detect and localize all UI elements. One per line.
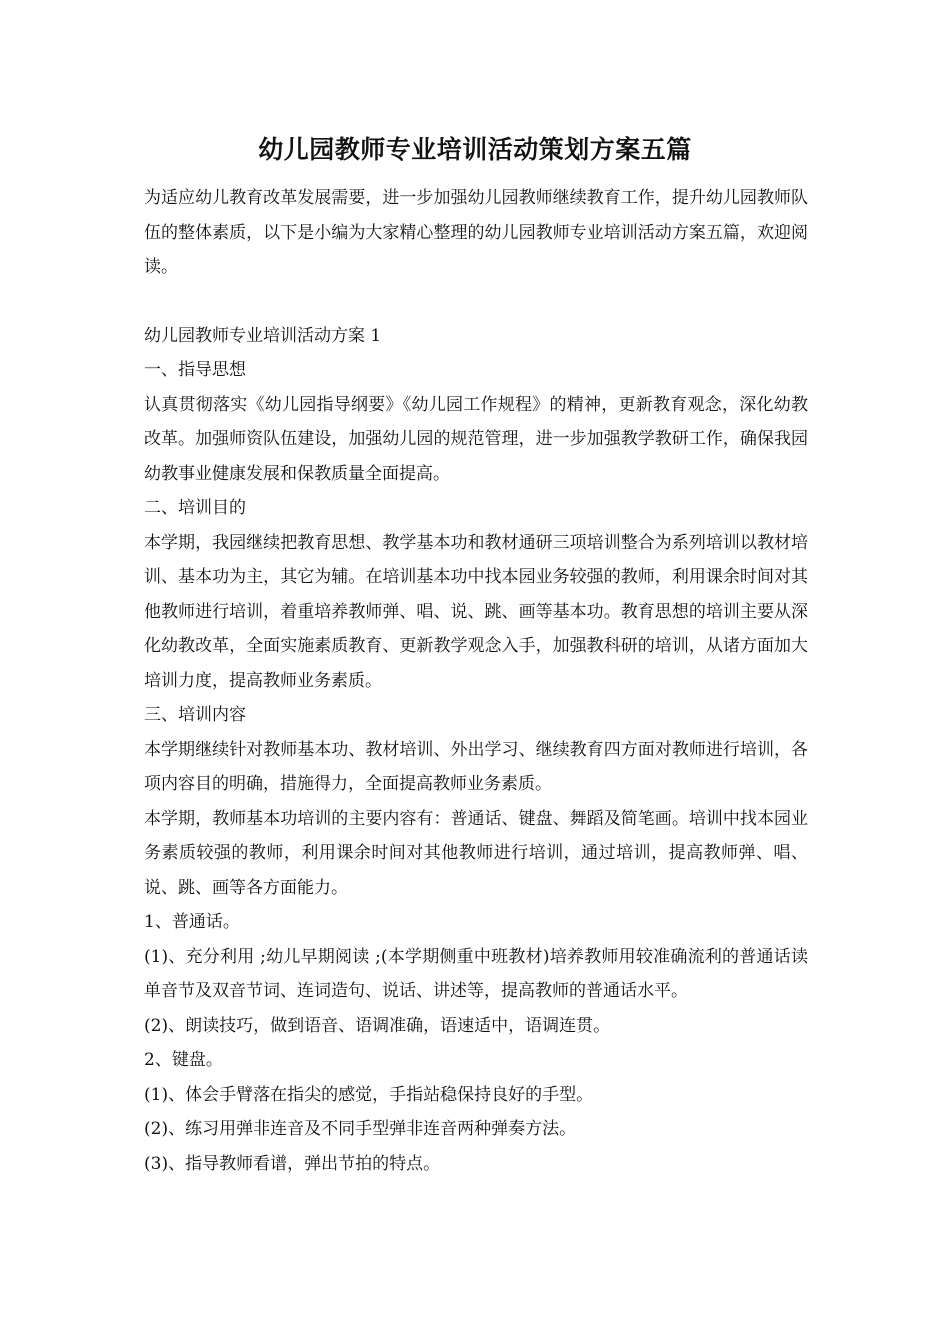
list-item: (2)、朗读技巧，做到语音、语调准确，语速适中，语调连贯。	[144, 1015, 611, 1036]
document-body	[144, 181, 808, 1181]
document-title: 幼儿园教师专业培训活动策划方案五篇	[258, 135, 692, 164]
paragraph: 认真贯彻落实《幼儿园指导纲要》《幼儿园工作规程》的精神，更新教育观念，深化幼教改革。加强师资队伍建设，加强幼儿园的规范管理，进一步加强教学教研工作，确保我园幼教事业健康发展和保教质量全面提高。	[144, 394, 808, 484]
subheading: 二、培训目的	[144, 498, 246, 518]
list-item: (1)、充分利用 ;幼儿早期阅读 ;(本学期侧重中班教材)培养教师用较准确流利的普通话读单音节及双音节词、连词造句、说话、讲述等，提高教师的普通话水平。	[144, 946, 808, 1001]
list-heading: 1、普通话。	[144, 912, 240, 932]
list-item: (1)、体会手臂落在指尖的感觉，手指站稳保持良好的手型。	[144, 1084, 594, 1105]
section-heading: 幼儿园教师专业培训活动方案 1	[144, 325, 382, 346]
paragraph: 本学期，教师基本功培训的主要内容有：普通话、键盘、舞蹈及简笔画。培训中找本园业务素质较强的教师，利用课余时间对其他教师进行培训，通过培训，提高教师弹、唱、说、跳、画等各方面能力。	[144, 808, 808, 898]
list-heading: 2、键盘。	[144, 1050, 223, 1070]
paragraph: 本学期，我园继续把教育思想、教学基本功和教材通研三项培训整合为系列培训以教材培训、基本功为主，其它为辅。在培训基本功中找本园业务较强的教师，利用课余时间对其他教师进行培训，着重培养教师弹、唱、说、跳、画等基本功。教育思想的培训主要从深化幼教改革，全面实施素质教育、更新教学观念入手，加强教科研的培训，从诸方面加大培训力度，提高教师业务素质。	[144, 532, 808, 691]
intro-paragraph: 为适应幼儿教育改革发展需要，进一步加强幼儿园教师继续教育工作，提升幼儿园教师队伍的整体素质，以下是小编为大家精心整理的幼儿园教师专业培训活动方案五篇，欢迎阅读。	[144, 188, 808, 277]
subheading: 一、指导思想	[144, 360, 246, 380]
subheading: 三、培训内容	[144, 705, 246, 725]
paragraph: 本学期继续针对教师基本功、教材培训、外出学习、继续教育四方面对教师进行培训，各项内容目的明确，措施得力，全面提高教师业务素质。	[144, 739, 808, 794]
list-item: (3)、指导教师看谱，弹出节拍的特点。	[144, 1153, 441, 1174]
list-item: (2)、练习用弹非连音及不同手型弹非连音两种弹奏方法。	[144, 1119, 577, 1139]
